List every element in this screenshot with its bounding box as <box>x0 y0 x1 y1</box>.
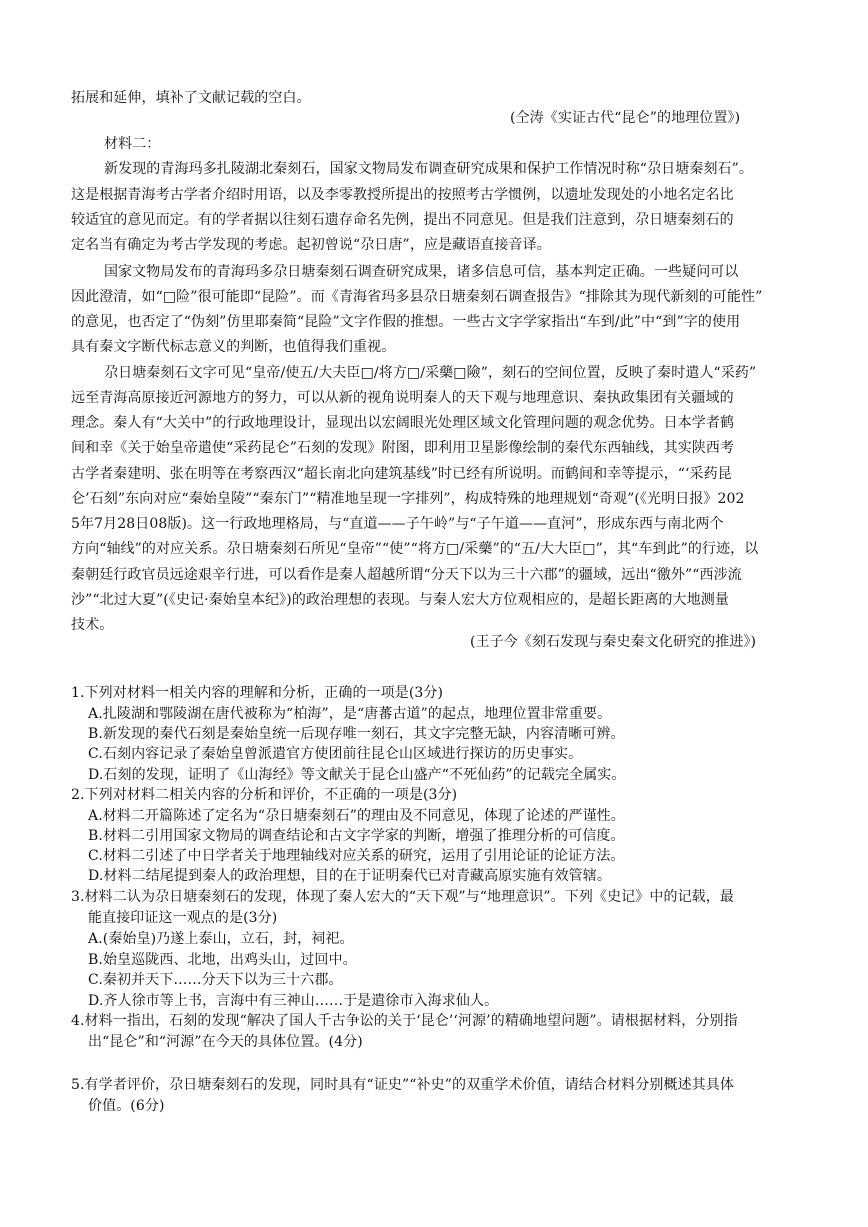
paragraph-line: 沙”“北过大夏”(《史记·秦始皇本纪》)的政治理想的表现。与秦人宏大方位观相应的，是超长距离的大地测量 <box>71 592 729 608</box>
question-1-option-d: D.石刻的发现，证明了《山海经》等文献关于昆仑山盛产“不死仙药”的记载完全属实。 <box>88 767 626 783</box>
paragraph-line: 理念。秦人有“大关中”的行政地理设计，显现出以宏阔眼光处理区域文化管理问题的观念优势。日本学者鹤 <box>71 415 735 431</box>
question-2-option-c: C.材料二引述了中日学者关于地理轴线对应关系的研究，运用了引用论证的论证方法。 <box>88 848 625 864</box>
question-1-option-c: C.石刻内容记录了秦始皇曾派遣官方使团前往昆仑山区域进行探访的历史事实。 <box>88 746 583 762</box>
paragraph-line: 5年7月28日08版)。这一行政地理格局，与“直道——子午岭”与“子午道——直河”，形成东西与南北两个 <box>71 516 724 532</box>
question-3-option-b: B.始皇巡陇西、北地，出鸡头山，过回中。 <box>88 952 357 968</box>
paragraph-line: 仑’石刻”东向对应“秦始皇陵”“秦东门”“精准地呈现一字排列”，构成特殊的地理规划“奇观”(《光明日报》202 <box>71 491 745 507</box>
paragraph-line: 尕日塘秦刻石文字可见“皇帝/使五/大夫臣□/将方□/采藥□險”，刻石的空间位置，反映了秦时遣人“采药” <box>104 365 757 381</box>
question-3-option-a: A.(秦始皇)乃遂上泰山，立石，封，祠祀。 <box>88 931 354 947</box>
question-3-option-c: C.秦初并天下……分天下以为三十六郡。 <box>88 972 343 988</box>
source-citation-1: (仝涛《实证古代“昆仑”的地理位置》) <box>510 110 741 126</box>
paragraph-line: 的意见，也否定了“伪刻”仿里耶秦简“昆险”文字作假的推想。一些古文字学家指出“车到/此”中“到”字的使用 <box>71 314 741 330</box>
paragraph-line: 具有秦文字断代标志意义的判断，也值得我们重视。 <box>71 339 396 355</box>
paragraph-line: 远至青海高原接近河源地方的努力，可以从新的视角说明秦人的天下观与地理意识、秦执政集团有关疆域的 <box>71 390 734 406</box>
paragraph-line: 这是根据青海考古学者介绍时用语，以及李零教授所提出的按照考古学惯例，以遗址发现处的小地名定名比 <box>71 187 734 203</box>
question-2-option-d: D.材料二结尾提到秦人的政治理想，目的在于证明秦代已对青藏高原实施有效管辖。 <box>88 868 611 884</box>
question-4-stem: 4.材料一指出，石刻的发现“解决了国人千古争讼的关于‘昆仑’‘河源’的精确地望问题”。请根据材料，分别指 <box>71 1013 738 1029</box>
question-4-stem-cont: 出“昆仑”和“河源”在今天的具体位置。(4分) <box>88 1034 363 1050</box>
question-1-option-b: B.新发现的秦代石刻是秦始皇统一后现存唯一刻石，其文字完整无缺，内容清晰可辨。 <box>88 726 625 742</box>
question-1-option-a: A.扎陵湖和鄂陵湖在唐代被称为“柏海”，是“唐蕃古道”的起点，地理位置非常重要。 <box>88 706 612 722</box>
paragraph-line: 国家文物局发布的青海玛多尕日塘秦刻石调查研究成果，诸多信息可信，基本判定正确。一些疑问可以 <box>104 264 739 280</box>
source-citation-2: (王子今《刻石发现与秦史秦文化研究的推进》) <box>470 634 757 650</box>
question-2-option-a: A.材料二开篇陈述了定名为“尕日塘秦刻石”的理由及不同意见，体现了论述的严谨性。 <box>88 808 625 824</box>
paragraph-line: 秦朝廷行政官员远途艰辛行进，可以看作是秦人超越所谓“分天下以为三十六郡”的疆域，远出“徼外”“西涉流 <box>71 567 742 583</box>
question-2-option-b: B.材料二引用国家文物局的调查结论和古文字学家的判断，增强了推理分析的可信度。 <box>88 828 625 844</box>
question-2-stem: 2.下列对材料二相关内容的分析和评价，不正确的一项是(3分) <box>71 787 458 803</box>
paragraph-line: 间和幸《关于始皇帝遣使“采药昆仑”石刻的发现》附图，即利用卫星影像绘制的秦代东西轴线，其实陕西考 <box>71 440 735 456</box>
paragraph-line: 较适宜的意见而定。有的学者据以往刻石遗存命名先例，提出不同意见。但是我们注意到，尕日塘秦刻石的 <box>71 212 734 228</box>
question-5-stem-cont: 价值。(6分) <box>88 1098 165 1114</box>
paragraph-line: 定名当有确定为考古学发现的考虑。起初曾说“尕日唐”，应是藏语直接音译。 <box>71 237 551 253</box>
question-5-stem: 5.有学者评价，尕日塘秦刻石的发现，同时具有“证史”“补史”的双重学术价值，请结合材料分别概述其具体 <box>71 1077 734 1093</box>
paragraph-line: 新发现的青海玛多扎陵湖北秦刻石，国家文物局发布调查研究成果和保护工作情况时称“尕日塘秦刻石”。 <box>104 161 754 177</box>
question-1-stem: 1.下列对材料一相关内容的理解和分析，正确的一项是(3分) <box>71 685 444 701</box>
question-3-stem-cont: 能直接印证这一观点的是(3分) <box>88 910 278 926</box>
question-3-option-d: D.齐人徐市等上书，言海中有三神山……于是遣徐市入海求仙人。 <box>88 993 499 1009</box>
paragraph-line: 因此澄清，如“□险”很可能即“昆险”。而《青海省玛多县尕日塘秦刻石调查报告》“排除其为现代新刻的可能性” <box>71 289 763 305</box>
material-2-heading: 材料二： <box>104 136 161 152</box>
paragraph-line: 技术。 <box>71 617 114 633</box>
paragraph-line: 方向“轴线”的对应关系。尕日塘秦刻石所见“皇帝”“使”“将方□/采藥”的“五/大大臣□”，其“车到此”的行迹，以 <box>71 541 759 557</box>
paragraph-line: 古学者秦建明、张在明等在考察西汉“超长南北向建筑基线”时已经有所说明。而鹤间和幸等提示，“‘采药昆 <box>71 466 732 482</box>
intro-tail: 拓展和延伸，填补了文献记载的空白。 <box>71 90 311 106</box>
question-3-stem: 3.材料二认为尕日塘秦刻石的发现，体现了秦人宏大的“天下观”与“地理意识”。下列《史记》中的记载，最 <box>71 889 734 905</box>
